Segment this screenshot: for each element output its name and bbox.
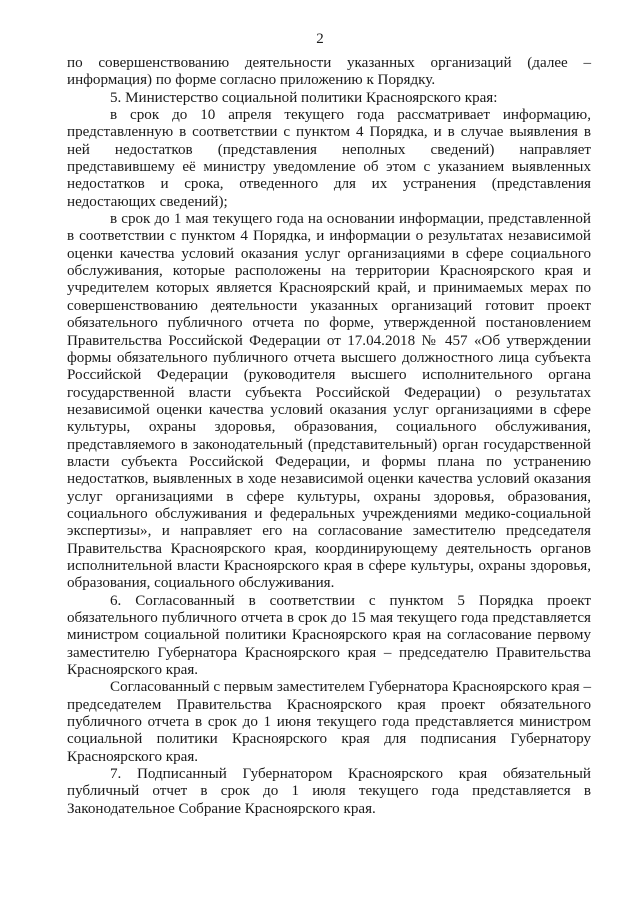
paragraph-april-review: в срок до 10 апреля текущего года рассматривает информацию, представленную в соответствии с пунктом 4 Порядка, и в случае выявления в ней недостатков (представления неполных сведений) направляет представившему её министру уведомление об этом с указанием выявленных недостатков и срока, отведенного для их устранения (представления недостающих сведений); — [67, 107, 591, 210]
document-body — [67, 55, 591, 818]
paragraph-item-7: 7. Подписанный Губернатором Красноярского края обязательный публичный отчет в срок до 1 июля текущего года представляется в Законодательное Собрание Красноярского края. — [67, 766, 591, 817]
paragraph-may-report-draft: в срок до 1 мая текущего года на основании информации, представленной в соответствии с пунктом 4 Порядка, и информации о результатах независимой оценки качества условий оказания услуг организациями в сфере социального обслуживания, которые расположены на территории Красноярского края и учредителем которых является Красноярский край, и принимаемых мерах по совершенствованию деятельности указанных организаций готовит проект обязательного публичного отчета по форме, утвержденной постановлением Правительства Российской Федерации от 17.04.2018 № 457 «Об утверждении формы обязательного публичного отчета высшего должностного лица субъекта Российской Федерации (руководителя высшего исполнительного органа государственной власти субъекта Российской Федерации) о результатах независимой оценки качества условий оказания услуг организациями в сфере культуры, охраны здоровья, образования, социального обслуживания, представляемого в законодательный (представительный) орган государственной власти субъекта Российской Федерации, и формы плана по устранению недостатков, выявленных в ходе независимой оценки качества условий оказания услуг организациями в сфере культуры, охраны здоровья, образования, социального обслуживания и федеральных учреждениями медико-социальной экспертизы», и направляет его на согласование заместителю председателя Правительства Красноярского края, координирующему деятельность органов исполнительной власти Красноярского края в сфере культуры, охраны здоровья, образования, социального обслуживания. — [67, 211, 591, 592]
paragraph-item-5-heading: 5. Министерство социальной политики Красноярского края: — [110, 89, 498, 106]
paragraph-june-signing: Согласованный с первым заместителем Губернатора Красноярского края – председателем Правительства Красноярского края проект обязательного публичного отчета в срок до 1 июня текущего года представляется министром социальной политики Красноярского края для подписания Губернатору Красноярского края. — [67, 679, 591, 765]
page-number: 2 — [316, 31, 324, 47]
paragraph-item-6: 6. Согласованный в соответствии с пунктом 5 Порядка проект обязательного публичного отчета в срок до 15 мая текущего года представляется министром социальной политики Красноярского края на согласование первому заместителю Губернатора Красноярского края – председателю Правительства Красноярского края. — [67, 592, 591, 679]
paragraph-information-continuation: по совершенствованию деятельности указанных организаций (далее – информация) по форме согласно приложению к Порядку. — [67, 55, 591, 89]
